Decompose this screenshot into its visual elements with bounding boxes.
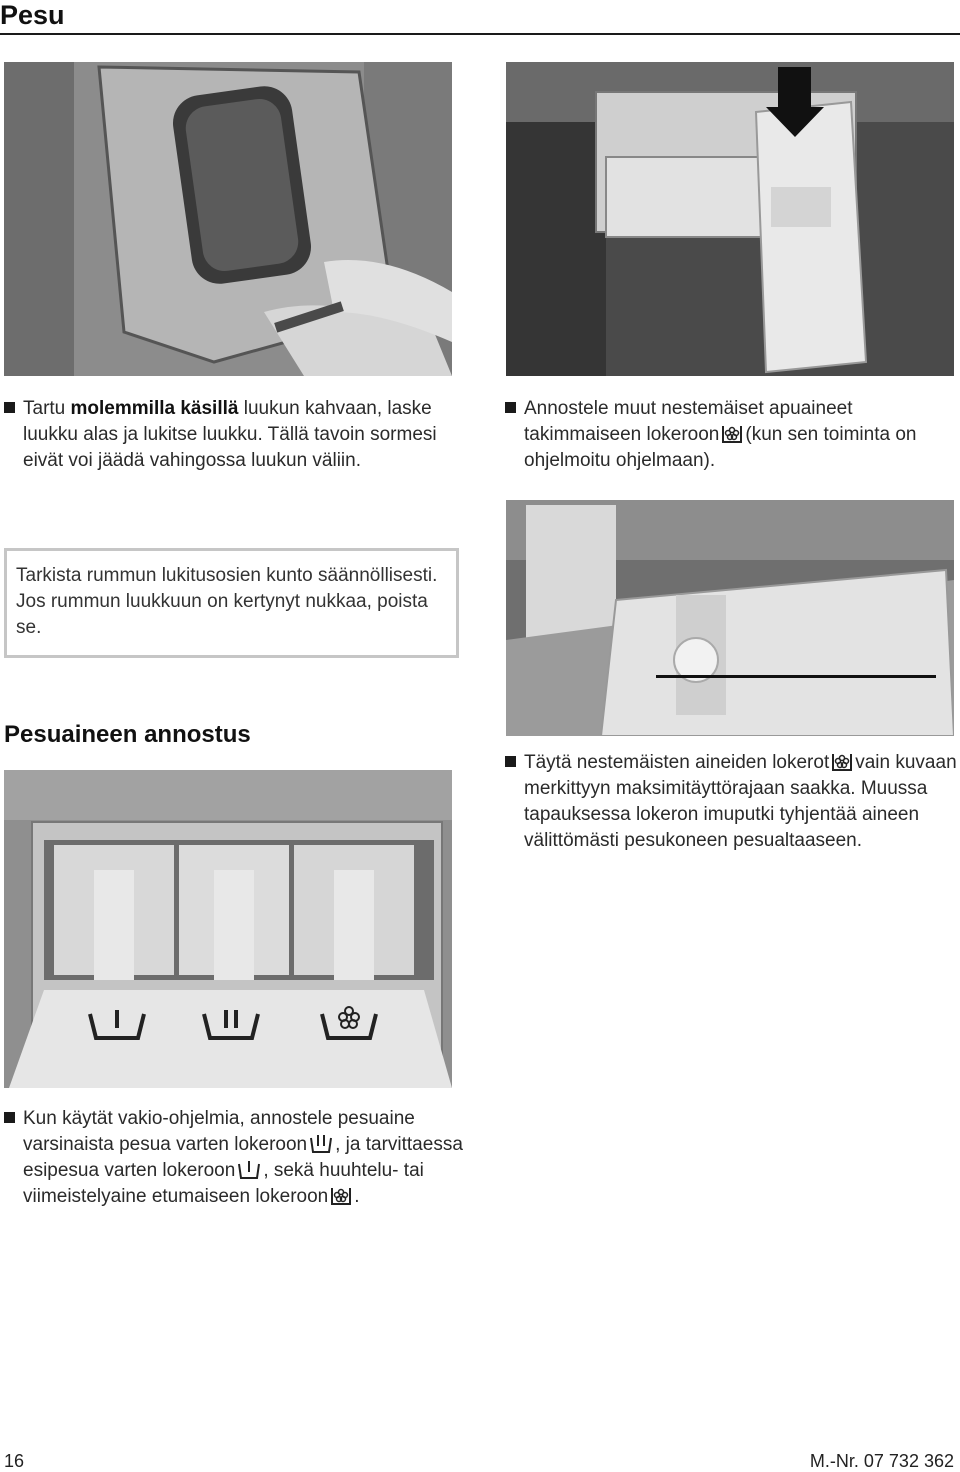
bullet-icon [505, 756, 516, 767]
prewash-compartment-icon [237, 1158, 261, 1180]
door-instruction [4, 396, 475, 474]
programs-text-2: , ja tarvittaessa esipesua varten lokeroon [23, 1134, 463, 1181]
maintenance-note-box [4, 548, 459, 658]
page-number: 16 [4, 1451, 25, 1471]
photo-compartments [4, 770, 452, 1088]
liquid-dosing-instruction [505, 396, 960, 474]
bullet-icon [4, 402, 15, 413]
programs-text-1: Kun käytät vakio-ohjelmia, annostele pesuaine varsinaista pesua varten lokeroon [23, 1108, 415, 1155]
photo-dispenser-drawer [506, 62, 954, 376]
page-title: Pesu [0, 0, 65, 30]
detergent-heading: Pesuaineen annostus [4, 721, 251, 748]
title-rule [0, 33, 960, 35]
softener-flower-icon [330, 1184, 352, 1206]
programs-text-3: , sekä huuhtelu- tai viimeistelyaine etumaiseen lokeroon [23, 1160, 424, 1207]
softener-flower-icon [831, 750, 853, 772]
fill-limit-text-pre: Täytä nestemäisten aineiden lokerot [524, 752, 830, 773]
fill-limit-text-post: vain kuvaan merkittyyn maksimitäyttörajaan saakka. Muussa tapauksessa lokeron imuputki tyhjentää aineen välittömästi pesukoneen pesualtaaseen. [524, 752, 957, 851]
document-number: M.-Nr. 07 732 362 [809, 1451, 954, 1471]
programs-text-4: . [354, 1186, 360, 1207]
door-text-pre: Tartu [23, 398, 71, 419]
mainwash-compartment-icon [309, 1132, 333, 1154]
photo-max-fill-line [506, 500, 954, 736]
bullet-icon [505, 402, 516, 413]
liquid-dosing-text-post: (kun sen toiminta on ohjelmoitu ohjelmaan). [524, 424, 917, 471]
fill-limit-instruction [505, 750, 960, 854]
softener-flower-icon [721, 422, 743, 444]
maintenance-note-text: Tarkista rummun lukitusosien kunto säännöllisesti. Jos rummun luukkuun on kertynyt nukkaa, poista se. [16, 565, 438, 638]
liquid-dosing-text-pre: Annostele muut nestemäiset apuaineet takimmaiseen lokeroon [524, 398, 853, 445]
bullet-icon [4, 1112, 15, 1123]
programs-instruction [4, 1106, 475, 1210]
door-text-bold: molemmilla käsillä [70, 398, 239, 419]
photo-machine-door [4, 62, 452, 376]
door-text-post: luukun kahvaan, laske luukku alas ja lukitse luukku. Tällä tavoin sormesi eivät voi jäädä vahingossa luukun väliin. [23, 398, 437, 471]
